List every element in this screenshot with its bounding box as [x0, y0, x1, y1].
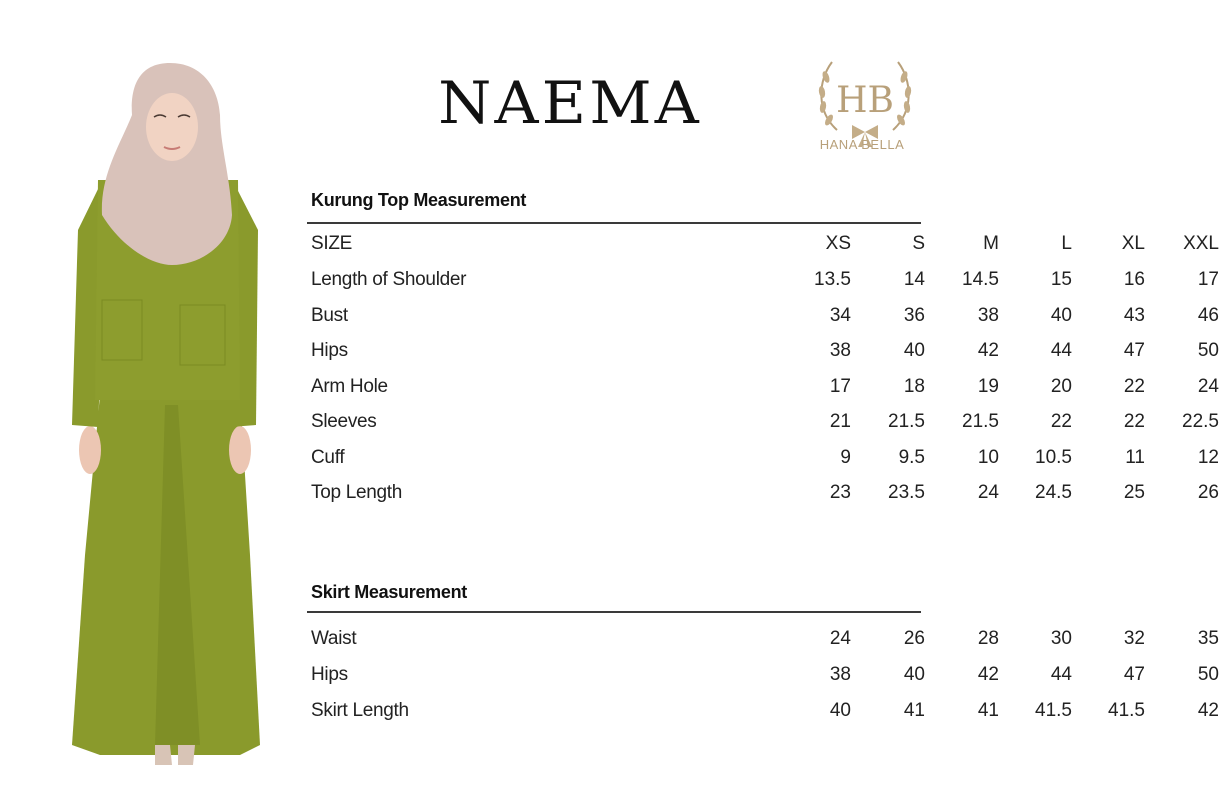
table-row — [311, 411, 1219, 441]
table-cell: 35 — [1197, 628, 1219, 649]
table-cell: 14 — [903, 269, 925, 290]
table-cell: 32 — [1123, 628, 1145, 649]
table-cell: 21.5 — [888, 411, 925, 432]
table-cell: 40 — [903, 664, 925, 685]
table-row — [311, 664, 1219, 694]
table-cell: 17 — [1197, 269, 1219, 290]
brand-name: HANA BELLA — [819, 137, 905, 152]
row-label: Top Length — [311, 482, 403, 503]
table-cell: 28 — [977, 628, 999, 649]
table-row — [311, 340, 1219, 370]
table-cell: 24 — [829, 628, 851, 649]
size-xxl: XXL — [1183, 233, 1219, 254]
row-label: Hips — [311, 340, 348, 361]
table-cell: 20 — [1050, 376, 1072, 397]
kurung-top-divider — [307, 222, 921, 224]
table-cell: 10.5 — [1035, 447, 1072, 468]
table-cell: 41.5 — [1035, 700, 1072, 721]
row-label: Bust — [311, 305, 348, 326]
table-cell: 23 — [829, 482, 851, 503]
table-row — [311, 376, 1219, 406]
table-cell: 41 — [977, 700, 999, 721]
table-cell: 11 — [1125, 447, 1145, 468]
table-cell: 30 — [1050, 628, 1072, 649]
table-cell: 41.5 — [1108, 700, 1145, 721]
table-cell: 38 — [829, 340, 851, 361]
table-cell: 50 — [1197, 340, 1219, 361]
table-cell: 44 — [1050, 664, 1072, 685]
table-cell: 34 — [829, 305, 851, 326]
table-cell: 42 — [977, 340, 999, 361]
table-cell: 46 — [1197, 305, 1219, 326]
product-title: NAEMA — [438, 69, 702, 137]
table-cell: 24.5 — [1035, 482, 1072, 503]
table-cell: 24 — [977, 482, 999, 503]
table-cell: 9.5 — [898, 447, 925, 468]
row-label: Hips — [311, 664, 348, 685]
table-cell: 40 — [1050, 305, 1072, 326]
table-cell: 17 — [829, 376, 851, 397]
table-cell: 40 — [829, 700, 851, 721]
table-cell: 22 — [1050, 411, 1072, 432]
size-l: L — [1061, 233, 1072, 254]
table-cell: 44 — [1050, 340, 1072, 361]
table-cell: 26 — [1197, 482, 1219, 503]
table-cell: 12 — [1197, 447, 1219, 468]
table-cell: 47 — [1123, 340, 1145, 361]
table-cell: 22.5 — [1182, 411, 1219, 432]
table-row — [311, 269, 1219, 299]
table-row — [311, 305, 1219, 335]
table-cell: 25 — [1123, 482, 1145, 503]
table-cell: 38 — [829, 664, 851, 685]
row-label: Arm Hole — [311, 376, 388, 397]
svg-text:HB: HB — [836, 80, 894, 121]
table-cell: 43 — [1123, 305, 1145, 326]
table-cell: 42 — [977, 664, 999, 685]
table-cell: 10 — [977, 447, 999, 468]
row-label: Length of Shoulder — [311, 269, 467, 290]
size-label: SIZE — [311, 233, 353, 254]
table-cell: 18 — [903, 376, 925, 397]
table-cell: 19 — [977, 376, 999, 397]
table-cell: 24 — [1197, 376, 1219, 397]
table-row — [311, 628, 1219, 658]
table-row — [311, 447, 1219, 477]
size-header-row — [311, 233, 1219, 263]
table-row — [311, 700, 1219, 730]
model-photo — [60, 55, 280, 775]
table-cell: 26 — [903, 628, 925, 649]
table-cell: 14.5 — [962, 269, 999, 290]
table-cell: 21 — [829, 411, 851, 432]
table-cell: 23.5 — [888, 482, 925, 503]
row-label: Waist — [311, 628, 357, 649]
table-cell: 21.5 — [962, 411, 999, 432]
table-cell: 40 — [903, 340, 925, 361]
table-cell: 16 — [1123, 269, 1145, 290]
table-cell: 13.5 — [814, 269, 851, 290]
row-label: Sleeves — [311, 411, 377, 432]
table-cell: 41 — [903, 700, 925, 721]
table-row — [311, 482, 1219, 512]
size-s: S — [912, 233, 925, 254]
table-cell: 22 — [1123, 376, 1145, 397]
size-m: M — [983, 233, 999, 254]
size-xs: XS — [825, 233, 851, 254]
table-cell: 47 — [1123, 664, 1145, 685]
table-cell: 22 — [1123, 411, 1145, 432]
table-cell: 9 — [840, 447, 851, 468]
table-cell: 15 — [1050, 269, 1072, 290]
table-cell: 38 — [977, 305, 999, 326]
table-cell: 36 — [903, 305, 925, 326]
table-cell: 50 — [1197, 664, 1219, 685]
kurung-top-heading: Kurung Top Measurement — [311, 190, 527, 210]
size-xl: XL — [1121, 233, 1145, 254]
table-cell: 42 — [1197, 700, 1219, 721]
row-label: Skirt Length — [311, 700, 409, 721]
row-label: Cuff — [311, 447, 345, 468]
skirt-divider — [307, 611, 921, 613]
skirt-heading: Skirt Measurement — [311, 582, 467, 602]
